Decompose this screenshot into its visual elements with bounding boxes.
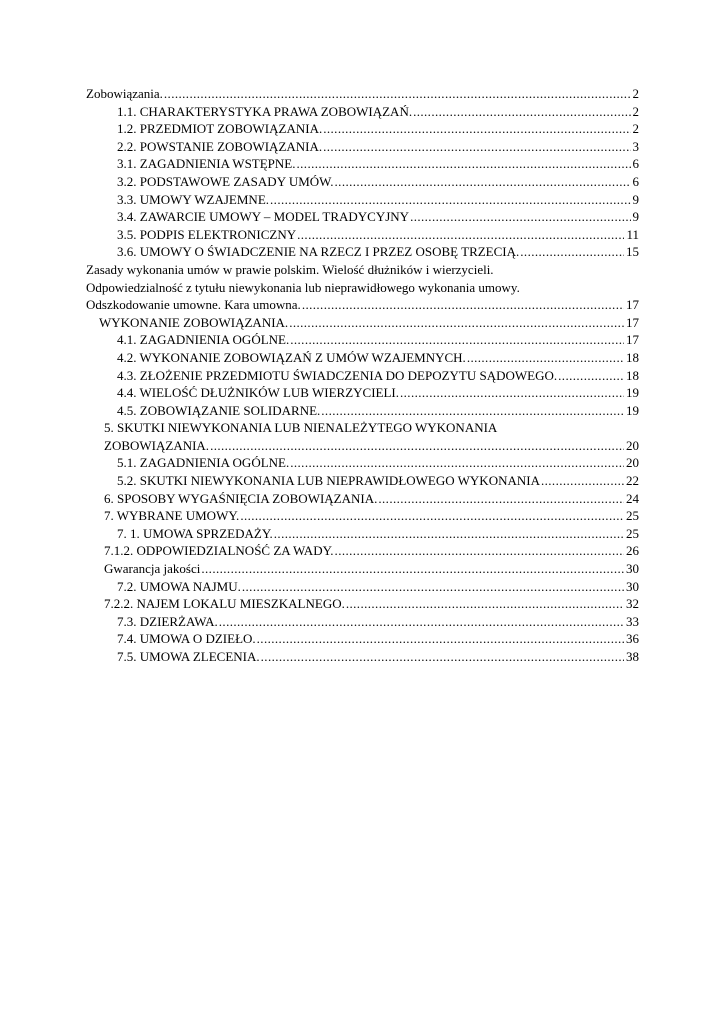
toc-entry-line[interactable]: Zasady wykonania umów w prawie polskim. Wielość dłużników i wierzycieli. — [86, 261, 494, 277]
toc-entry-title: 3.2. PODSTAWOWE ZASADY UMÓW. — [117, 173, 334, 189]
toc-entry[interactable] — [86, 595, 639, 613]
toc-entry-title: 4.1. ZAGADNIENIA OGÓLNE. — [117, 332, 290, 348]
dot-leader — [201, 560, 624, 578]
toc-entry[interactable] — [86, 542, 639, 560]
toc-entry-title: 7.1.2. ODPOWIEDZIALNOŚĆ ZA WADY. — [104, 543, 334, 559]
toc-entry[interactable] — [86, 173, 639, 191]
toc-entry[interactable] — [86, 560, 639, 578]
toc-entry-page: 17 — [626, 314, 639, 330]
toc-entry-page: 25 — [626, 525, 639, 541]
toc-entry-page: 6 — [632, 173, 639, 189]
toc-entry-title: 4.3. ZŁOŻENIE PRZEDMIOTU ŚWIADCZENIA DO DEPOZYTU SĄDOWEGO. — [117, 367, 558, 383]
toc-entry-page: 26 — [626, 543, 639, 559]
toc-entry[interactable] — [86, 367, 639, 385]
toc-entry-page: 17 — [626, 297, 639, 313]
toc-entry-title: 7.5. UMOWA ZLECENIA. — [117, 649, 260, 664]
toc-entry[interactable] — [86, 138, 639, 156]
toc-entry-title: 7. 1. UMOWA SPRZEDAŻY. — [117, 525, 273, 541]
dot-leader — [261, 648, 624, 666]
toc-entry-page: 6 — [632, 156, 639, 172]
toc-entry[interactable] — [86, 578, 639, 596]
toc-entry[interactable] — [86, 472, 639, 490]
toc-entry-page: 2 — [632, 86, 639, 101]
toc-entry-page: 36 — [626, 631, 639, 647]
toc-entry[interactable] — [86, 490, 639, 508]
dot-leader — [164, 85, 631, 103]
toc-entry-page: 15 — [626, 244, 639, 260]
dot-leader — [242, 578, 624, 596]
toc-entry-page: 2 — [632, 103, 639, 119]
toc-entry[interactable] — [86, 454, 639, 472]
dot-leader — [321, 402, 624, 420]
toc-entry-title: 5.1. ZAGADNIENIA OGÓLNE. — [117, 455, 290, 471]
dot-leader — [297, 155, 631, 173]
dot-leader — [467, 349, 624, 367]
toc-entry-page: 20 — [626, 437, 639, 453]
dot-leader — [290, 454, 624, 472]
toc-entry[interactable] — [86, 243, 639, 261]
toc-entry-title: 4.2. WYKONANIE ZOBOWIĄZAŃ Z UMÓW WZAJEMNYCH. — [117, 349, 466, 365]
toc-entry[interactable] — [86, 525, 639, 543]
toc-entry-page: 9 — [632, 191, 639, 207]
toc-entry-title: 1.2. PRZEDMIOT ZOBOWIĄZANIA. — [117, 121, 323, 137]
toc-entry-title: 7.2.2. NAJEM LOKALU MIESZKALNEGO. — [104, 596, 345, 612]
dot-leader — [274, 525, 624, 543]
toc-entry[interactable] — [86, 85, 639, 103]
toc-entry-title: 3.4. ZAWARCIE UMOWY – MODEL TRADYCYJNY — [117, 209, 410, 225]
toc-entry-title: 1.1. CHARAKTERYSTYKA PRAWA ZOBOWIĄZAŃ. — [117, 103, 413, 119]
dot-leader — [290, 331, 624, 349]
toc-entry-page: 38 — [626, 649, 639, 664]
toc-entry[interactable] — [86, 103, 639, 121]
toc-entry-title: 3.5. PODPIS ELEKTRONICZNY — [117, 226, 297, 242]
toc-entry[interactable] — [86, 613, 639, 631]
toc-entry-title: 4.4. WIELOŚĆ DŁUŻNIKÓW LUB WIERZYCIELI. — [117, 385, 399, 401]
toc-entry[interactable] — [86, 630, 639, 648]
toc-entry-title: WYKONANIE ZOBOWIĄZANIA. — [99, 314, 289, 330]
toc-entry-title: 3.3. UMOWY WZAJEMNE. — [117, 191, 270, 207]
toc-entry-title: Zobowiązania. — [86, 86, 163, 101]
toc-entry[interactable] — [86, 226, 639, 244]
toc-entry-page: 17 — [626, 332, 639, 348]
dot-leader — [257, 630, 624, 648]
toc-entry-title: 3.6. UMOWY O ŚWIADCZENIE NA RZECZ I PRZEZ OSOBĘ TRZECIĄ. — [117, 244, 520, 260]
toc-entry-title: 7. WYBRANE UMOWY. — [104, 508, 240, 524]
toc-entry-page: 24 — [626, 490, 639, 506]
dot-leader — [219, 613, 624, 631]
toc-entry-page: 11 — [626, 226, 639, 242]
toc-entry-page: 30 — [626, 578, 639, 594]
toc-entry[interactable] — [86, 507, 639, 525]
dot-leader — [289, 314, 624, 332]
toc-entry-page: 19 — [626, 385, 639, 401]
toc-entry[interactable] — [86, 208, 639, 226]
toc-entry-page: 30 — [626, 561, 639, 577]
toc-entry-page: 18 — [626, 349, 639, 365]
dot-leader — [410, 208, 630, 226]
toc-entry[interactable] — [86, 331, 639, 349]
dot-leader — [323, 120, 630, 138]
toc-entry-page: 32 — [626, 596, 639, 612]
toc-entry-page: 20 — [626, 455, 639, 471]
dot-leader — [541, 472, 624, 490]
toc-entry-title: 5.2. SKUTKI NIEWYKONANIA LUB NIEPRAWIDŁOWEGO WYKONANIA — [117, 473, 540, 489]
dot-leader — [210, 437, 624, 455]
dot-leader — [335, 173, 631, 191]
toc-entry-line[interactable]: 5. SKUTKI NIEWYKONANIA LUB NIENALEŻYTEGO WYKONANIA — [104, 420, 498, 436]
toc-entry[interactable] — [86, 402, 639, 420]
dot-leader — [400, 384, 624, 402]
toc-entry-title: ZOBOWIĄZANIA. — [104, 437, 210, 453]
toc-entry-page: 3 — [632, 138, 639, 154]
dot-leader — [302, 296, 624, 314]
dot-leader — [520, 243, 624, 261]
dot-leader — [270, 191, 630, 209]
toc-entry-title: Odszkodowanie umowne. Kara umowna. — [86, 297, 301, 313]
dot-leader — [335, 542, 624, 560]
toc-entry-title: 3.1. ZAGADNIENIA WSTĘPNE. — [117, 156, 296, 172]
toc-entry-title: 7.2. UMOWA NAJMU. — [117, 578, 241, 594]
toc-entry[interactable] — [86, 314, 639, 332]
toc-entry-page: 9 — [632, 209, 639, 225]
dot-leader — [558, 367, 624, 385]
toc-entry-page: 19 — [626, 402, 639, 418]
toc-entry-title: 6. SPOSOBY WYGAŚNIĘCIA ZOBOWIĄZANIA. — [104, 490, 378, 506]
dot-leader — [297, 226, 624, 244]
dot-leader — [323, 138, 630, 156]
toc-entry[interactable] — [86, 191, 639, 209]
toc-entry[interactable] — [86, 437, 639, 455]
toc-entry-title: 7.4. UMOWA O DZIEŁO. — [117, 631, 256, 647]
toc-entry[interactable] — [86, 384, 639, 402]
toc-entry-page: 2 — [632, 121, 639, 137]
toc-entry-page: 22 — [626, 473, 639, 489]
dot-leader — [413, 103, 630, 121]
toc-entry-title: Gwarancja jakości — [104, 561, 201, 577]
toc-entry-page: 33 — [626, 613, 639, 629]
toc-entry[interactable] — [86, 155, 639, 173]
toc-entry[interactable] — [86, 648, 639, 666]
table-of-contents — [86, 85, 639, 666]
toc-entry-title: 2.2. POWSTANIE ZOBOWIĄZANIA. — [117, 138, 323, 154]
toc-entry-title: 7.3. DZIERŻAWA. — [117, 613, 218, 629]
dot-leader — [346, 595, 624, 613]
toc-entry-line[interactable]: Odpowiedzialność z tytułu niewykonania lub nieprawidłowego wykonania umowy. — [86, 279, 520, 295]
toc-entry-page: 18 — [626, 367, 639, 383]
dot-leader — [378, 490, 624, 508]
toc-entry-title: 4.5. ZOBOWIĄZANIE SOLIDARNE. — [117, 402, 321, 418]
dot-leader — [240, 507, 624, 525]
toc-entry-page: 25 — [626, 508, 639, 524]
toc-entry[interactable] — [86, 120, 639, 138]
toc-entry[interactable] — [86, 296, 639, 314]
toc-entry[interactable] — [86, 349, 639, 367]
